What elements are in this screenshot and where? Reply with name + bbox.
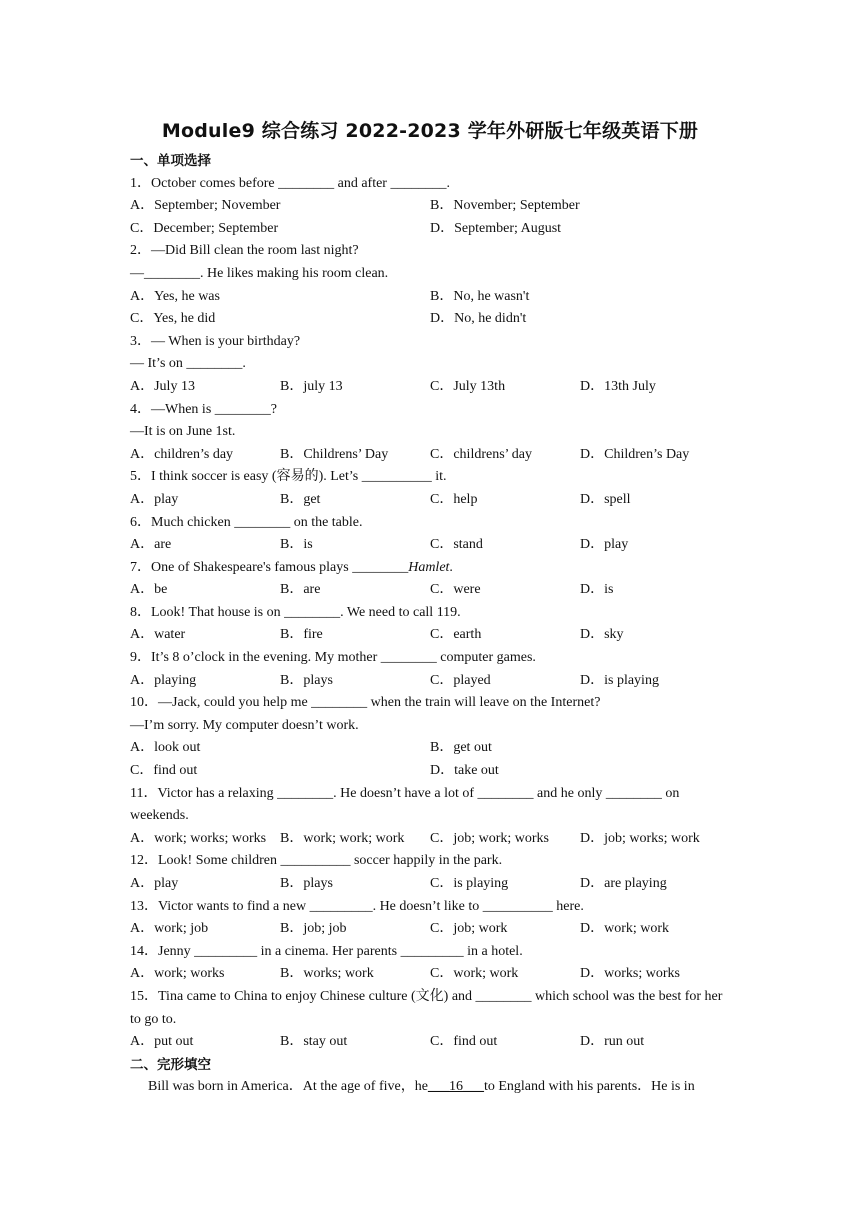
passage-text: Bill was born in America．At the age of five，he xyxy=(148,1079,428,1095)
option-a: A．September; November xyxy=(130,198,281,214)
option-a: A．work; job xyxy=(130,921,209,937)
option-b: B．july 13 xyxy=(280,378,343,394)
option-a: A．children’s day xyxy=(130,446,234,462)
option-c: C．find out xyxy=(130,763,198,779)
option-b: B．are xyxy=(280,582,321,598)
option-d: D．work; work xyxy=(580,921,670,937)
option-b: B．plays xyxy=(280,672,333,688)
option-a: A．work; works; works xyxy=(130,830,267,846)
section-heading-multiple-choice: 一、单项选择 xyxy=(130,153,211,169)
question-5 xyxy=(130,466,730,511)
option-b: B．job; job xyxy=(280,921,347,937)
option-d: D．take out xyxy=(430,763,499,779)
option-b: B．works; work xyxy=(280,966,374,982)
option-d: D．spell xyxy=(580,491,631,507)
question-10 xyxy=(130,692,730,782)
question-6 xyxy=(130,512,730,557)
question-stem-reply: — It’s on ________. xyxy=(130,356,246,372)
option-d: D．is playing xyxy=(580,672,659,688)
option-c: C．help xyxy=(430,491,478,507)
question-stem-reply: —It is on June 1st. xyxy=(130,424,236,440)
option-a: A．water xyxy=(130,627,186,643)
option-c: C．stand xyxy=(430,537,483,553)
question-1 xyxy=(130,173,730,241)
option-a: A．are xyxy=(130,537,172,553)
option-b: B．Childrens’ Day xyxy=(280,446,389,462)
question-stem: 1．October comes before ________ and after ________. xyxy=(130,175,450,191)
option-d: D．is xyxy=(580,582,614,598)
option-a: A．put out xyxy=(130,1034,194,1050)
question-stem: 4．—When is ________? xyxy=(130,401,277,417)
option-d: D．works; works xyxy=(580,966,680,982)
option-c: C．were xyxy=(430,582,481,598)
option-b: B．stay out xyxy=(280,1034,348,1050)
question-4 xyxy=(130,399,730,467)
option-b: B．get out xyxy=(430,740,492,756)
option-b: B．No, he wasn't xyxy=(430,288,530,304)
option-a: A．Yes, he was xyxy=(130,288,220,304)
option-b: B．work; work; work xyxy=(280,830,405,846)
option-c: C．December; September xyxy=(130,220,279,236)
question-stem: 12．Look! Some children __________ soccer happily in the park. xyxy=(130,853,503,869)
question-stem: 14．Jenny _________ in a cinema. Her parents _________ in a hotel. xyxy=(130,943,523,959)
option-d: D．are playing xyxy=(580,876,667,891)
option-a: A．look out xyxy=(130,740,201,756)
question-2 xyxy=(130,240,730,330)
option-c: C．childrens’ day xyxy=(430,446,532,462)
question-14 xyxy=(130,941,730,986)
option-c: C．work; work xyxy=(430,966,519,982)
option-d: D．job; works; work xyxy=(580,830,700,846)
option-b: B．is xyxy=(280,537,313,553)
question-9 xyxy=(130,647,730,692)
question-stem: 8．Look! That house is on ________. We need to call 119. xyxy=(130,604,461,620)
option-d: D．run out xyxy=(580,1034,645,1050)
question-stem: 2．—Did Bill clean the room last night? xyxy=(130,243,359,259)
option-c: C．July 13th xyxy=(430,378,506,394)
option-d: D．play xyxy=(580,537,629,553)
option-c: C．earth xyxy=(430,627,482,643)
question-stem: 3．— When is your birthday? xyxy=(130,333,301,349)
question-stem-reply: —________. He likes making his room clean. xyxy=(130,265,389,281)
question-stem: 6．Much chicken ________ on the table. xyxy=(130,514,363,530)
option-d: D．Children’s Day xyxy=(580,446,690,462)
question-stem-reply: —I’m sorry. My computer doesn’t work. xyxy=(130,717,359,733)
option-a: A．playing xyxy=(130,672,197,688)
question-stem: 9．It’s 8 o’clock in the evening. My mother ________ computer games. xyxy=(130,650,536,666)
cloze-passage xyxy=(130,1076,730,1099)
option-b: B．fire xyxy=(280,627,323,643)
option-c: C．Yes, he did xyxy=(130,311,216,327)
option-d: D．No, he didn't xyxy=(430,311,527,327)
option-c: C．is playing xyxy=(430,876,509,891)
option-a: A．be xyxy=(130,582,168,598)
option-c: C．find out xyxy=(430,1034,498,1050)
option-a: A．play xyxy=(130,491,179,507)
stem-end: . xyxy=(449,559,453,575)
option-a: A．July 13 xyxy=(130,378,195,394)
question-3 xyxy=(130,331,730,399)
question-stem: 5．I think soccer is easy (容易的). Let’s __________ it. xyxy=(130,469,447,485)
question-stem: 11．Victor has a relaxing ________. He doesn’t have a lot of ________ and he only ________ on weekends. xyxy=(130,785,680,824)
question-stem: 15．Tina came to China to enjoy Chinese culture (文化) and ________ which school was the best for her to go to. xyxy=(130,988,723,1027)
stem-text: 7．One of Shakespeare's famous plays ________ xyxy=(130,559,409,575)
option-c: C．played xyxy=(430,672,491,688)
section-heading-cloze: 二、完形填空 xyxy=(130,1056,211,1073)
option-b: B．get xyxy=(280,491,321,507)
page-title: Module9 综合练习 2022-2023 学年外研版七年级英语下册 xyxy=(161,120,699,142)
option-c: C．job; work xyxy=(430,921,508,937)
option-d: D．September; August xyxy=(430,220,562,236)
question-15 xyxy=(130,986,730,1054)
passage-text-continued: to England with his parents．He is in xyxy=(483,1079,695,1095)
question-12 xyxy=(130,850,730,895)
question-stem: 10．—Jack, could you help me ________ when the train will leave on the Internet? xyxy=(130,695,601,711)
option-c: C．job; work; works xyxy=(430,830,549,846)
worksheet-content xyxy=(130,150,730,1099)
option-b: B．November; September xyxy=(430,198,580,214)
question-11 xyxy=(130,783,730,851)
question-stem: 13．Victor wants to find a new _________. He doesn’t like to __________ here. xyxy=(130,898,584,914)
option-a: A．play xyxy=(130,876,179,891)
question-13 xyxy=(130,896,730,941)
option-b: B．plays xyxy=(280,876,333,891)
question-7 xyxy=(130,557,730,602)
question-8 xyxy=(130,602,730,647)
cloze-blank-16: ___16___ xyxy=(427,1079,484,1095)
option-a: A．work; works xyxy=(130,966,225,982)
option-d: D．sky xyxy=(580,627,624,643)
play-title: Hamlet xyxy=(408,559,450,575)
option-d: D．13th July xyxy=(580,378,656,394)
question-stem xyxy=(130,557,730,580)
